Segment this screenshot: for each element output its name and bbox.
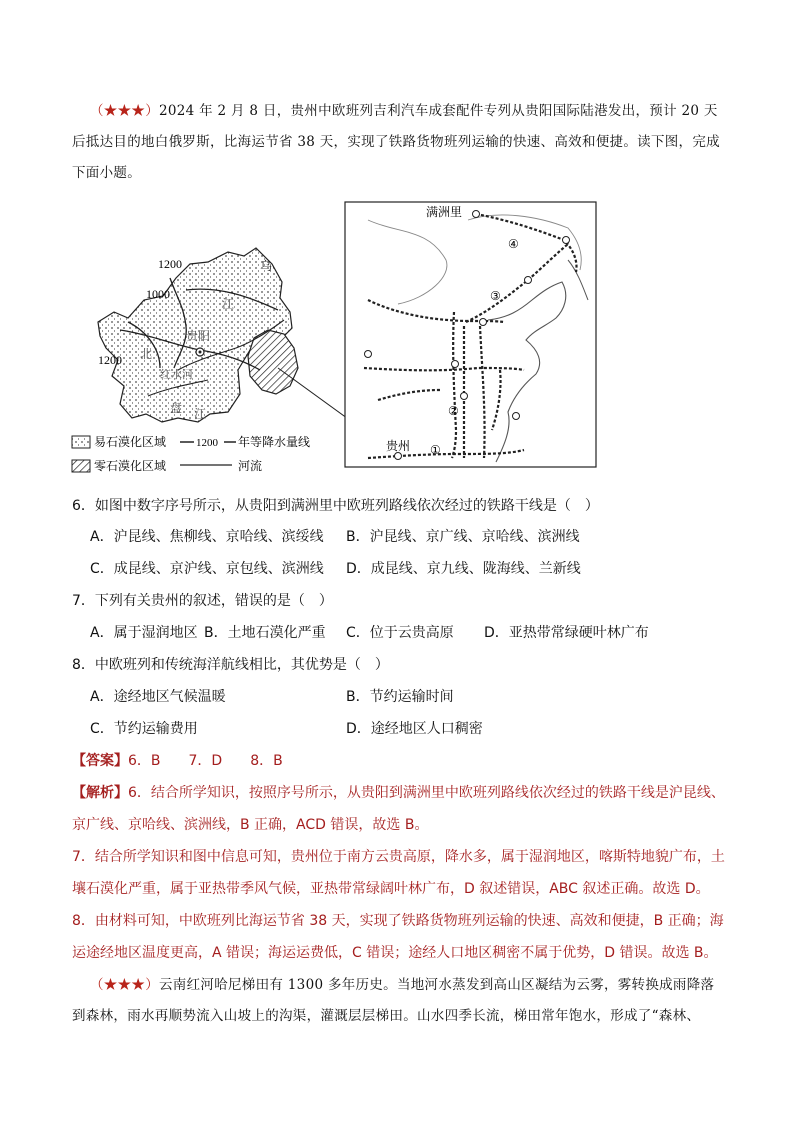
- legend-zero: 零石漠化区域: [94, 459, 167, 473]
- legend-isoline: 年等降水量线: [238, 435, 311, 449]
- circle-4: ④: [508, 237, 519, 251]
- isoline-label-1200-top: 1200: [158, 257, 182, 271]
- answer-text: 6．B 7．D 8．B: [128, 753, 283, 769]
- next-difficulty-stars: （★★★）: [90, 977, 159, 993]
- isoline-label-1200-left: 1200: [98, 353, 122, 367]
- q8-option-c[interactable]: C．节约运输费用: [90, 721, 198, 737]
- isoline-label-1000: 1000: [146, 287, 170, 301]
- intro-paragraph: [72, 96, 722, 189]
- q6-option-a[interactable]: A．沪昆线、焦柳线、京哈线、滨绥线: [90, 529, 324, 545]
- difficulty-stars: （★★★）: [90, 103, 159, 119]
- q7-option-c[interactable]: C．位于云贵高原: [346, 625, 454, 641]
- analysis-line-5: 8．由材料可知，中欧班列比海运节省 38 天，实现了铁路货物班列运输的快速、高效和便捷，B 正确；海: [72, 913, 724, 929]
- q7-option-b[interactable]: B．土地石漠化严重: [204, 625, 326, 641]
- question-8-stem: 8．中欧班列和传统海洋航线相比，其优势是（ ）: [72, 657, 389, 673]
- guizhou-map: [98, 248, 298, 422]
- map-legend: [72, 434, 310, 473]
- q7-option-a[interactable]: A．属于湿润地区: [90, 625, 198, 641]
- next-paragraph: [72, 970, 722, 1032]
- answer-tag: 【答案】: [72, 753, 128, 769]
- circle-3: ③: [490, 289, 501, 303]
- label-guiyang: 贵阳: [186, 329, 211, 343]
- circle-2: ②: [448, 404, 459, 418]
- q6-option-b[interactable]: B．沪昆线、京广线、京哈线、滨洲线: [346, 529, 580, 545]
- label-hongshui: 红水河: [160, 368, 193, 381]
- question-7-stem: 7．下列有关贵州的叙述，错误的是（ ）: [72, 593, 333, 609]
- q8-option-d[interactable]: D．途经地区人口稠密: [346, 721, 483, 737]
- analysis-line-6: 运途经地区温度更高，A 错误；海运运费低，C 错误；途经人口地区稠密不属于优势，D 错误。故选 B。: [72, 945, 718, 961]
- analysis-tag: 【解析】: [72, 785, 128, 801]
- q8-option-b[interactable]: B．节约运输时间: [346, 689, 454, 705]
- next-text: 云南红河哈尼梯田有 1300 多年历史。当地河水蒸发到高山区凝结为云雾，雾转换成雨降落到森林，雨水再顺势流入山坡上的沟渠，灌溉层层梯田。山水四季长流，梯田常年饱水，形成了“森林、: [72, 977, 715, 1024]
- q8-option-a[interactable]: A．途经地区气候温暖: [90, 689, 226, 705]
- label-jiang2: 江: [194, 407, 207, 421]
- label-jiang: 江: [222, 297, 235, 311]
- analysis-line-4: 壤石漠化严重，属于亚热带季风气候，亚热带常绿阔叶林广布，D 叙述错误，ABC 叙述正确。故选 D。: [72, 881, 710, 897]
- railway-map: [345, 202, 596, 467]
- q7-option-d[interactable]: D．亚热带常绿硬叶林广布: [484, 625, 649, 641]
- analysis-line-2: 京广线、京哈线、滨洲线，B 正确，ACD 错误，故选 B。: [72, 817, 429, 833]
- label-manzhouli: 满洲里: [426, 205, 463, 219]
- analysis-line-3: 7．结合所学知识和图中信息可知，贵州位于南方云贵高原，降水多，属于湿润地区，喀斯特地貌广布，土: [72, 849, 725, 865]
- q6-option-c[interactable]: C．成昆线、京沪线、京包线、滨洲线: [90, 561, 324, 577]
- q6-option-d[interactable]: D．成昆线、京九线、陇海线、兰新线: [346, 561, 581, 577]
- legend-isoline-num: 1200: [196, 437, 218, 449]
- analysis-line-1: [72, 783, 725, 803]
- answer-line: [72, 751, 283, 771]
- label-wu: 乌: [260, 259, 273, 273]
- label-guizhou: 贵州: [386, 439, 411, 453]
- legend-river: 河流: [238, 459, 263, 473]
- intro-text: 2024 年 2 月 8 日，贵州中欧班列吉利汽车成套配件专列从贵阳国际陆港发出，预计 20 天后抵达目的地白俄罗斯，比海运节省 38 天，实现了铁路货物班列运输的快速、高效和便捷。读下图，完成下面小题。: [72, 103, 720, 181]
- analysis-text-1: 6．结合所学知识，按照序号所示，从贵阳到满洲里中欧班列路线依次经过的铁路干线是沪昆线、: [128, 785, 725, 801]
- legend-easy: 易石漠化区域: [94, 435, 167, 449]
- circle-1: ①: [430, 443, 441, 457]
- map-figure: [68, 200, 608, 478]
- label-bei: 北: [140, 347, 153, 361]
- label-pan: 盘: [170, 401, 183, 415]
- question-6-stem: 6．如图中数字序号所示，从贵阳到满洲里中欧班列路线依次经过的铁路干线是（ ）: [72, 498, 599, 514]
